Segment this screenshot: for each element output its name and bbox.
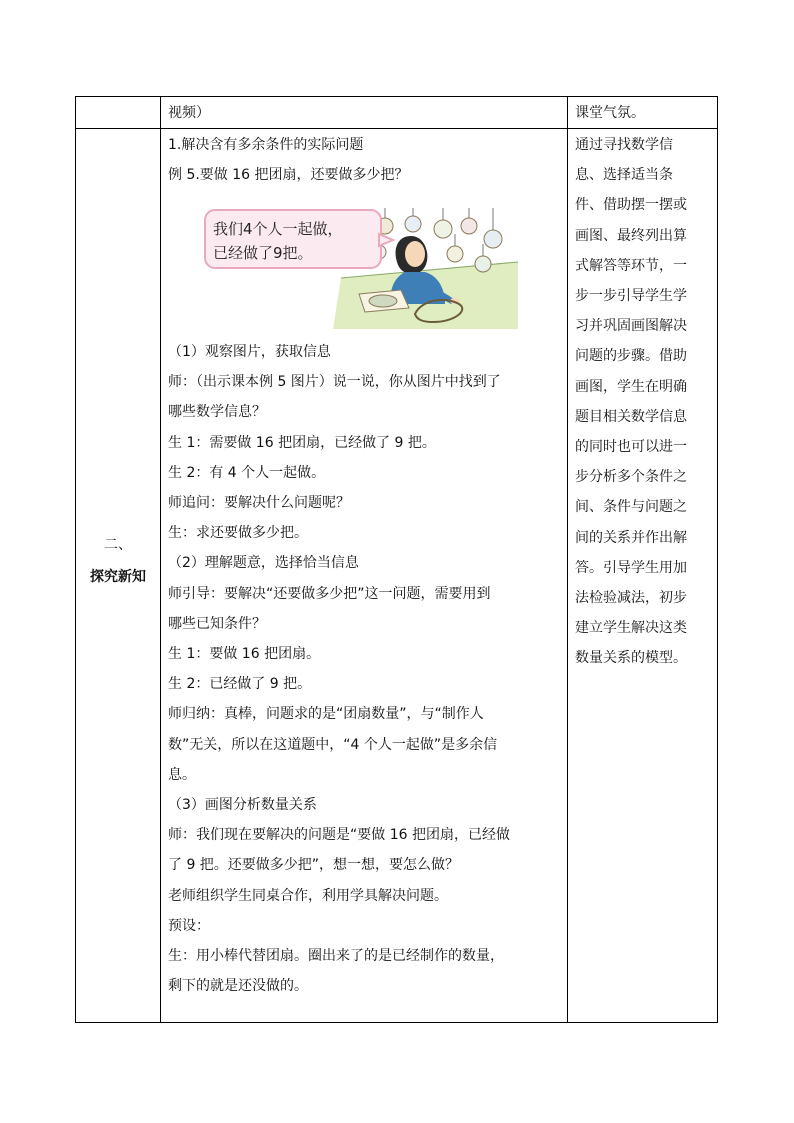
note-line: 法检验减法，初步 [575,590,687,607]
body-line: 生 1：需要做 16 把团扇，已经做了 9 把。 [168,434,436,451]
note-line: 间的关系并作出解 [575,529,687,546]
body-line: 生 2：有 4 个人一起做。 [168,464,326,481]
body-line: 师：我们现在要解决的问题是“要做 16 把团扇，已经做 [168,827,510,844]
right-notes-block [575,130,715,674]
speech-line-2: 已经做了9把。 [213,244,313,262]
note-line: 习并巩固画图解决 [575,318,687,335]
body-line: 哪些数学信息？ [168,404,266,421]
body-line: 老师组织学生同桌合作，利用学具解决问题。 [168,887,448,904]
body-line: 数”无关，所以在这道题中，“4 个人一起做”是多余信 [168,736,498,753]
body-line: 预设： [168,917,210,934]
body-line: （1）观察图片，获取信息 [168,344,331,360]
body-line: （2）理解题意，选择恰当信息 [168,555,359,572]
note-line: 题目相关数学信息 [575,408,687,425]
note-line: 画图，学生在明确 [575,378,687,395]
body-line: 生：求还要做多少把。 [168,525,308,542]
main-body-block [168,337,563,1001]
note-line: 息、选择适当条 [575,167,673,184]
body-line: 师归纳：真棒，问题求的是“团扇数量”，与“制作人 [168,706,484,723]
note-line: 步一步引导学生学 [575,288,687,305]
top-row-right-cell [575,98,645,128]
body-line: 息。 [168,766,196,783]
note-line: 的同时也可以进一 [575,439,687,456]
note-line: 数量关系的模型。 [575,650,687,667]
note-line: 件、借助摆一摆或 [575,197,687,214]
top-row-middle-text: 视频） [168,105,210,121]
section-title: 探究新知 [90,569,146,585]
note-line: 画图、最终列出算 [575,227,687,244]
body-line: 了 9 把。还要做多少把”，想一想，要怎么做？ [168,857,460,874]
top-row-right-text: 课堂气氛。 [575,105,645,121]
main-line: 1.解决含有多余条件的实际问题 [168,137,364,153]
note-line: 问题的步骤。借助 [575,348,687,365]
example-illustration [193,204,518,329]
note-line: 建立学生解决这类 [575,620,687,637]
body-line: 剩下的就是还没做的。 [168,978,308,995]
body-line: 师追问：要解决什么问题呢？ [168,495,350,512]
column-divider-1 [160,97,161,1022]
body-line: 师引导：要解决“还要做多少把”这一问题，需要用到 [168,585,491,602]
body-line: 师：（出示课本例 5 图片）说一说，你从图片中找到了 [168,374,501,391]
body-line: 生 1：要做 16 把团扇。 [168,646,321,663]
note-line: 答。引导学生用加 [575,559,687,576]
illustration-svg [193,204,518,329]
main-header-block [168,130,563,190]
note-line: 间、条件与问题之 [575,499,687,516]
body-line: 生 2：已经做了 9 把。 [168,676,312,693]
body-line: 生：用小棒代替团扇。圈出来了的是已经制作的数量， [168,948,504,965]
speech-line-1: 我们4个人一起做， [213,220,343,238]
note-line: 式解答等环节，一 [575,257,687,274]
column-divider-2 [567,97,568,1022]
note-line: 通过寻找数学信 [575,137,673,153]
body-line: （3）画图分析数量关系 [168,797,317,814]
note-line: 步分析多个条件之 [575,469,687,486]
top-row-middle-cell [168,98,210,128]
body-line: 哪些已知条件？ [168,615,266,632]
section-number: 二、 [104,537,132,553]
main-line: 例 5.要做 16 把团扇，还要做多少把？ [168,167,409,184]
